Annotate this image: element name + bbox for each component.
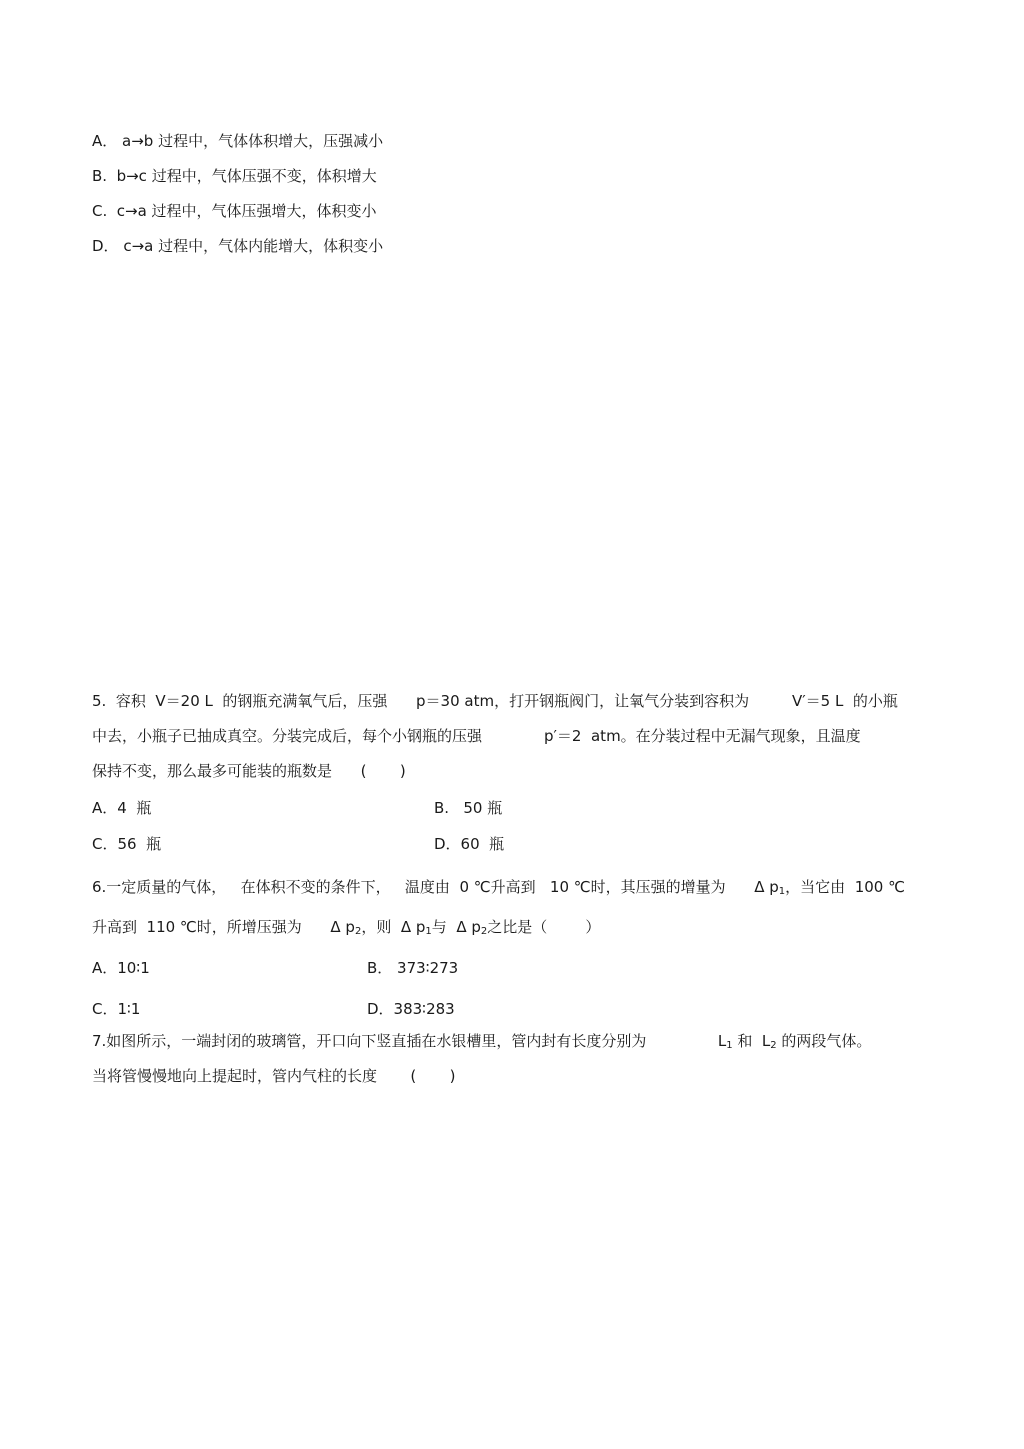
q6-line1-text-b: ，当它由 100 ℃ [785, 878, 905, 896]
q6-line2-subscript-1: 2 [354, 926, 362, 937]
q5-stem-line-3: 保持不变，那么最多可能装的瓶数是 ( ) [92, 762, 406, 780]
q5-option-a: A．4 瓶 [92, 799, 152, 817]
q5-option-d: D．60 瓶 [434, 835, 505, 853]
q4-option-c: C. c→a 过程中，气体压强增大，体积变小 [92, 202, 377, 220]
q7-line1-text-a: 7.如图所示，一端封闭的玻璃管，开口向下竖直插在水银槽里，管内封有长度分别为 L [92, 1032, 727, 1050]
q6-stem-line-2 [92, 917, 600, 937]
q7-stem-line-2: 当将管慢慢地向上提起时，管内气柱的长度 ( ) [92, 1067, 456, 1085]
q7-stem-line-1 [92, 1031, 871, 1051]
q5-stem-line-1: 5. 容积 V＝20 L 的钢瓶充满氧气后，压强 p＝30 atm，打开钢瓶阀门，让氧气分装到容积为 V′＝5 L 的小瓶 [92, 692, 898, 710]
q6-line2-subscript-3: 2 [480, 926, 488, 937]
q5-option-b: B. 50 瓶 [434, 799, 503, 817]
q6-option-a: A．10∶1 [92, 959, 150, 977]
q6-line1-text-a: 6.一定质量的气体， 在体积不变的条件下， 温度由 0 ℃升高到 10 ℃时，其压强的增量为 Δ p [92, 878, 779, 896]
q6-stem-line-1 [92, 877, 905, 897]
q6-line2-text-a: 升高到 110 ℃时，所增压强为 Δ p [92, 918, 355, 936]
q6-option-d: D．383∶283 [367, 1000, 455, 1018]
q7-line1-text-c: 的两段气体。 [776, 1032, 872, 1050]
q6-line2-text-c: 与 Δ p [431, 918, 481, 936]
q4-option-a: A． a→b 过程中，气体体积增大，压强减小 [92, 132, 384, 150]
q7-line1-subscript-1: 1 [726, 1040, 733, 1051]
q6-option-b: B． 373∶273 [367, 959, 459, 977]
q6-line2-subscript-2: 1 [425, 926, 432, 937]
q7-line1-subscript-2: 2 [770, 1040, 777, 1051]
q5-stem-line-2: 中去，小瓶子已抽成真空。分装完成后，每个小钢瓶的压强 p′＝2 atm。在分装过程中无漏气现象，且温度 [92, 727, 861, 745]
q6-option-c: C．1∶1 [92, 1000, 141, 1018]
q6-line2-text-d: 之比是（ ） [487, 918, 601, 936]
q5-option-c: C．56 瓶 [92, 835, 162, 853]
q6-line1-subscript: 1 [778, 886, 786, 897]
q4-option-b: B. b→c 过程中，气体压强不变，体积增大 [92, 167, 377, 185]
q6-line2-text-b: ，则 Δ p [361, 918, 426, 936]
q7-line1-text-b: 和 L [732, 1032, 771, 1050]
q4-option-d: D． c→a 过程中，气体内能增大，体积变小 [92, 237, 384, 255]
